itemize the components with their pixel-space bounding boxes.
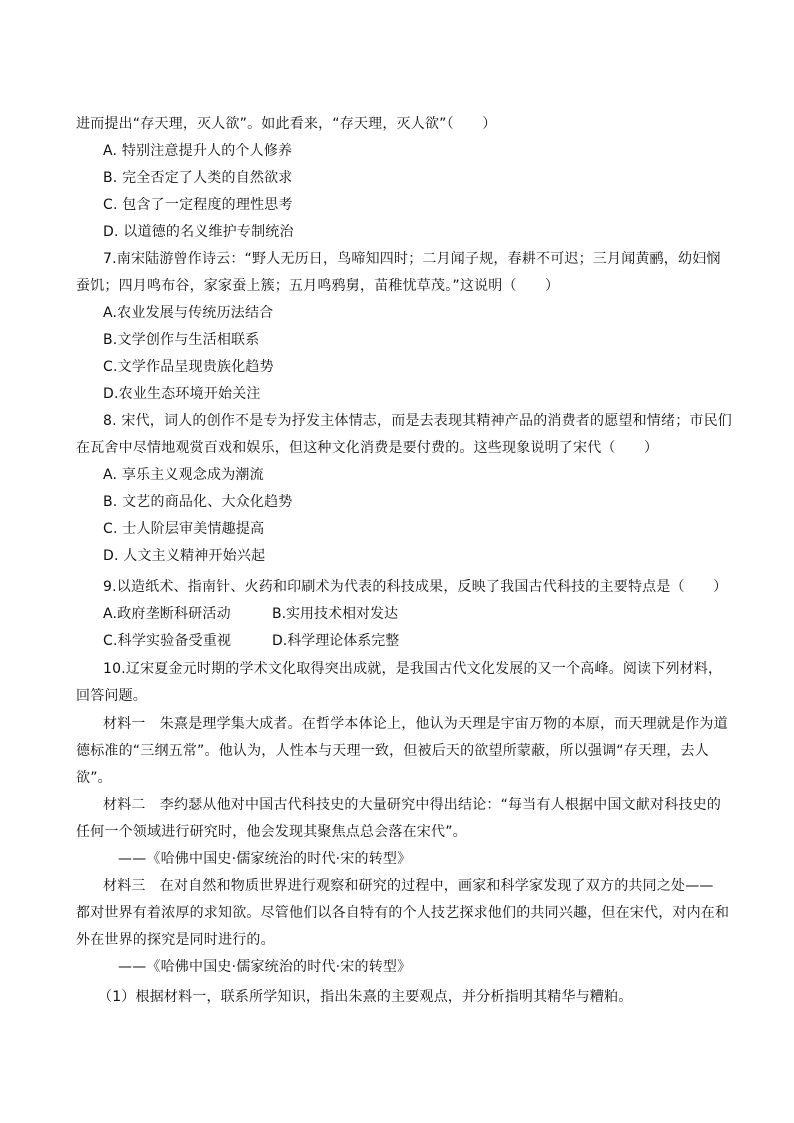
- question-8-stem-line-2: 在瓦舍中尽情地观赏百戏和娱乐，但这种文化消费是要付费的。这些现象说明了宋代（ ）: [76, 440, 659, 456]
- question-9-option-b: B.实用技术相对发达: [272, 606, 399, 622]
- question-10-stem-line-1: 10.辽宋夏金元时期的学术文化取得突出成就，是我国古代文化发展的又一个高峰。阅读下列材料，: [103, 661, 723, 677]
- material-1-line-2: 德标准的“三纲五常”。他认为，人性本与天理一致，但被后天的欲望所蒙蔽，所以强调“存天理，去人: [76, 743, 709, 759]
- question-8-option-b: B. 文艺的商品化、大众化趋势: [103, 494, 293, 510]
- material-3-line-1: 材料三 在对自然和物质世界进行观察和研究的过程中，画家和科学家发现了双方的共同之处——: [103, 878, 714, 894]
- question-7-stem-line-2: 蚕饥；四月鸣布谷，家家蚕上簇；五月鸣鸦舅，苗稚忧草茂。”这说明（ ）: [76, 278, 560, 294]
- question-7-option-c: C.文学作品呈现贵族化趋势: [103, 359, 274, 375]
- question-9-option-d: D.科学理论体系完整: [272, 633, 400, 649]
- material-3-source: ——《哈佛中国史·儒家统治的时代·宋的转型》: [118, 959, 412, 975]
- material-3-line-3: 外在世界的探究是同时进行的。: [76, 932, 275, 948]
- question-9-stem: 9.以造纸术、指南针、火药和印刷术为代表的科技成果，反映了我国古代科技的主要特点是（ ）: [103, 579, 728, 595]
- question-7-option-b: B.文学创作与生活相联系: [103, 332, 260, 348]
- material-2-line-1: 材料二 李约瑟从他对中国古代科技史的大量研究中得出结论：“每当有人根据中国文献对科技史的: [103, 797, 722, 813]
- material-1-line-1: 材料一 朱熹是理学集大成者。在哲学本体论上，他认为天理是宇宙万物的本原，而天理就是作为道: [103, 716, 728, 732]
- question-6-option-d: D. 以道德的名义维护专制统治: [103, 224, 294, 240]
- material-1-line-3: 欲”。: [76, 770, 112, 786]
- question-6-option-a: A. 特别注意提升人的个人修养: [103, 143, 293, 159]
- question-7-option-d: D.农业生态环境开始关注: [103, 386, 261, 402]
- question-7-option-a: A.农业发展与传统历法结合: [103, 305, 274, 321]
- material-2-line-2: 任何一个领域进行研究时，他会发现其聚焦点总会落在宋代”。: [76, 824, 467, 840]
- question-9-option-a: A.政府垄断科研活动: [103, 606, 231, 622]
- question-6-option-b: B. 完全否定了人类的自然欲求: [103, 170, 293, 186]
- question-6-continuation: 进而提出“存天理，灭人欲”。如此看来，“存天理，灭人欲”（ ）: [76, 116, 497, 132]
- question-10-stem-line-2: 回答问题。: [76, 688, 147, 704]
- material-3-line-2: 都对世界有着浓厚的求知欲。尽管他们以各自特有的个人技艺探求他们的共同兴趣，但在宋代，对内在和: [76, 905, 730, 921]
- material-2-source: ——《哈佛中国史·儒家统治的时代·宋的转型》: [118, 851, 412, 867]
- question-7-stem-line-1: 7.南宋陆游曾作诗云：“野人无历日，鸟啼知四时；二月闻子规，春耕不可迟；三月闻黄鹂，幼妇悯: [103, 251, 721, 267]
- question-8-option-a: A. 享乐主义观念成为潮流: [103, 467, 264, 483]
- question-8-option-d: D. 人文主义精神开始兴起: [103, 548, 266, 564]
- question-8-option-c: C. 士人阶层审美情趣提高: [103, 521, 265, 537]
- question-6-option-c: C. 包含了一定程度的理性思考: [103, 197, 293, 213]
- question-9-option-c: C.科学实验备受重视: [103, 633, 232, 649]
- sub-question-1: （1）根据材料一，联系所学知识，指出朱熹的主要观点，并分析指明其精华与糟粕。: [98, 989, 633, 1005]
- question-8-stem-line-1: 8. 宋代，词人的创作不是专为抒发主体情志，而是去表现其精神产品的消费者的愿望和情绪；市民们: [103, 413, 733, 429]
